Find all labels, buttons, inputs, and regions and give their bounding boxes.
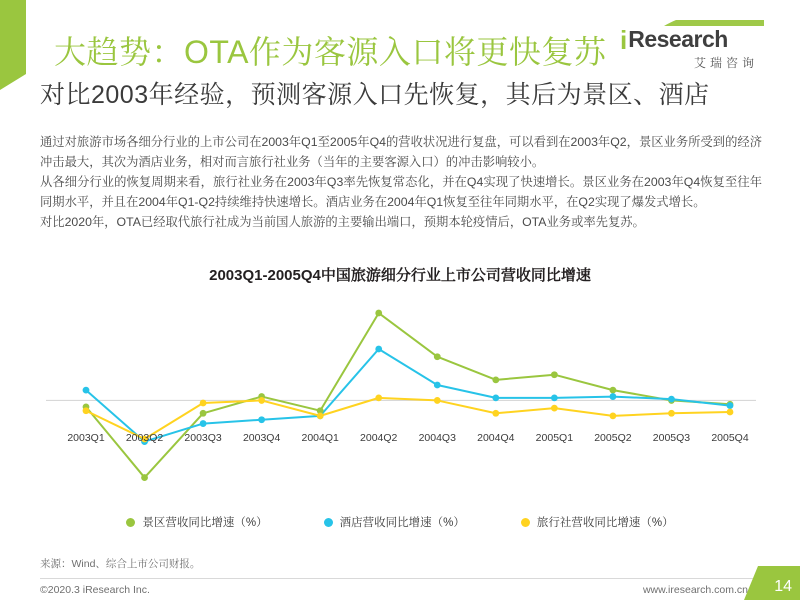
line-chart [40, 296, 762, 496]
legend-color-swatch-icon [324, 518, 333, 527]
x-axis-label: 2004Q2 [360, 432, 398, 444]
copyright-text: ©2020.3 iResearch Inc. [40, 584, 150, 596]
page-title: 大趋势：OTA作为客源入口将更快复苏 [54, 34, 607, 70]
page-number: 14 [774, 578, 792, 595]
x-axis-label: 2004Q1 [301, 432, 339, 444]
paragraph-1: 通过对旅游市场各细分行业的上市公司在2003年Q1至2005年Q4的营收状况进行复盘，可以看到在2003年Q2，景区业务所受到的经济冲击最大，其次为酒店业务，相对而言旅行社业务（当年的主要客源入口）的冲击影响较小。 [40, 135, 762, 169]
source-note: 来源：Wind、综合上市公司财报。 [40, 558, 201, 570]
legend-item[interactable] [324, 514, 465, 530]
decor-corner-top-left [0, 0, 26, 74]
x-axis-label: 2005Q1 [535, 432, 574, 444]
chart-title: 2003Q1-2005Q4中国旅游细分行业上市公司营收同比增速 [209, 267, 591, 284]
legend-color-swatch-icon [126, 518, 135, 527]
x-axis-label: 2004Q3 [418, 432, 456, 444]
iresearch-logo [620, 25, 760, 71]
footer-divider [40, 578, 760, 579]
x-axis-label: 2005Q2 [594, 432, 632, 444]
x-axis-label: 2003Q4 [242, 432, 281, 444]
logo-chinese-name: 艾瑞咨询 [693, 56, 758, 70]
paragraph-3: 对比2020年，OTA已经取代旅行社成为当前国人旅游的主要输出端口，预期本轮疫情后，OTA业务或率先复苏。 [40, 215, 645, 229]
x-axis-label: 2004Q4 [477, 432, 515, 444]
legend-item[interactable] [521, 514, 674, 530]
legend-color-swatch-icon [521, 518, 530, 527]
logo-wordmark: Research [628, 26, 728, 52]
x-axis-label: 2003Q2 [125, 432, 164, 444]
x-axis-label: 2003Q1 [67, 432, 105, 444]
legend-label: 旅行社营收同比增速（%） [536, 517, 674, 529]
x-axis-tick-labels [40, 432, 762, 450]
legend-label: 景区营收同比增速（%） [142, 517, 268, 529]
x-axis-label: 2003Q3 [184, 432, 222, 444]
x-axis-label: 2005Q4 [711, 432, 749, 444]
website-text: www.iresearch.com.cn [642, 584, 748, 596]
paragraph-2: 从各细分行业的恢复周期来看，旅行社业务在2003年Q3率先恢复常态化，并在Q4实现了快速增长。景区业务在2003年Q4恢复至往年同期水平，并且在2004年Q1-Q2持续维持快速增长。酒店业务在2004年Q1恢复至往年同期水平，在Q2实现了爆发式增长。 [40, 175, 762, 209]
body-text [40, 132, 762, 232]
x-axis-label: 2005Q3 [652, 432, 691, 444]
chart-legend [0, 514, 800, 530]
logo-swoosh-icon [646, 20, 764, 46]
page-subtitle: 对比2003年经验，预测客源入口先恢复，其后为景区、酒店 [40, 81, 710, 109]
legend-item[interactable] [126, 514, 267, 530]
legend-label: 酒店营收同比增速（%） [339, 517, 465, 529]
logo-letter-i: i [620, 25, 628, 55]
